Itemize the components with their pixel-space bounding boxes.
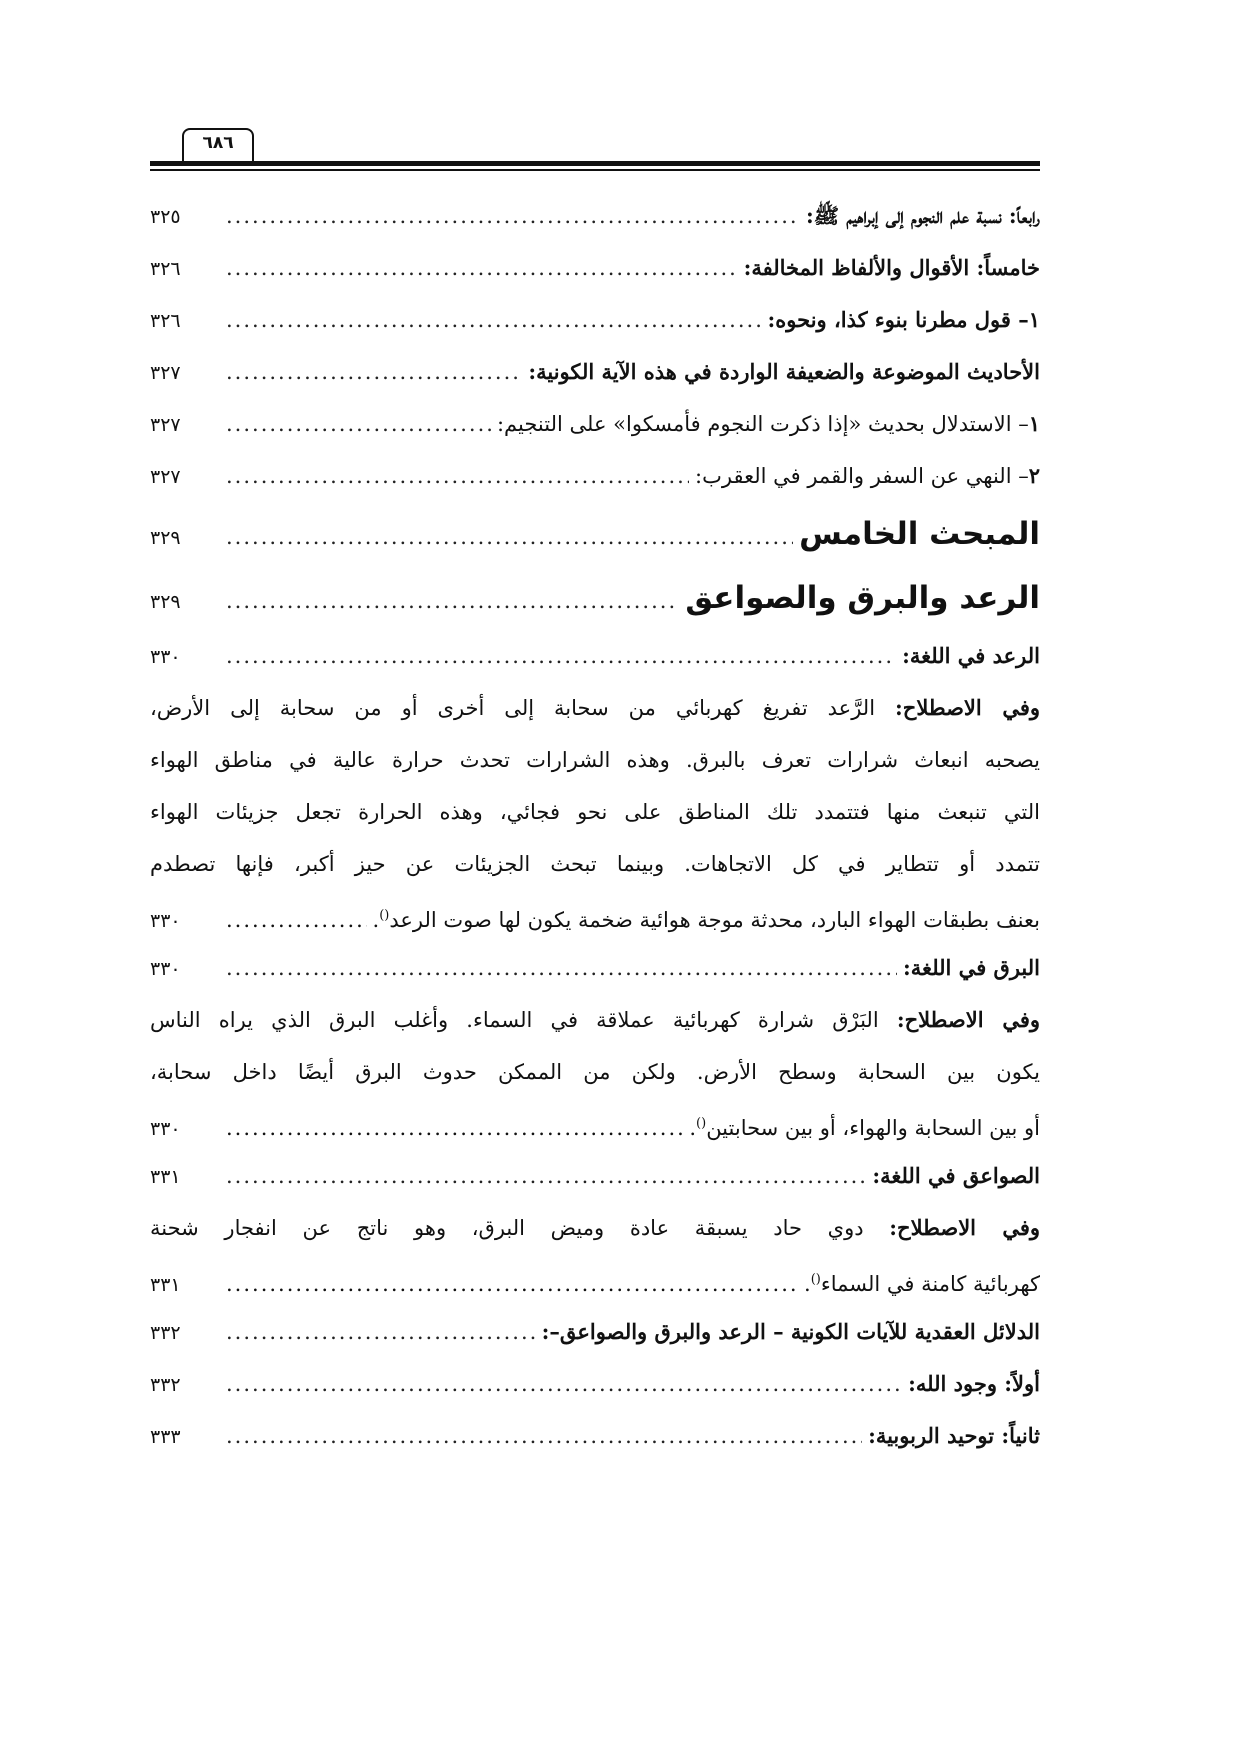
toc-entry-title [497,398,1040,450]
paragraph-line [150,1202,1040,1254]
toc-leader-dots [226,1150,866,1202]
toc-entry-page: ٣٢٦ [150,310,181,332]
header-rule-thick [150,161,1040,166]
paragraph-line: يصحبه انبعاث شرارات تعرف بالبرق. وهذه الشرارات تحدث حرارة عالية في مناطق الهواء [150,748,1040,772]
paragraph-line: التي تنبعث منها فتتمدد تلك المناطق على نحو فجائي، وهذه الحرارة تجعل جزيئات الهواء [150,800,1040,824]
toc-entry-title: الرعد والبرق والصواعق [685,580,1040,616]
toc-leader-dots [226,894,367,946]
toc-leader-dots [226,1258,798,1310]
toc-leader-dots [226,942,897,994]
toc-entry [150,1410,1040,1462]
toc-entry-title: ١– قول مطرنا بنوء كذا، ونحوه: [767,307,1040,332]
toc-leader-dots [226,190,800,242]
toc-entry-page: ٣٣١ [150,1166,181,1188]
toc-entry-title: رابعاً: نسبة علم النجوم إلى إبراهيم ﷺ: [806,203,1040,228]
toc-entry [150,1358,1040,1410]
toc-leader-dots [226,505,793,569]
paragraph-text-end: بعنف بطبقات الهواء البارد، محدثة موجة هوائية ضخمة يكون لها صوت الرعد [389,908,1040,932]
toc-entry [150,630,1040,682]
toc-entry [150,346,1040,398]
footnote-marker: () [696,1116,707,1131]
toc-entry-page: ٣٣٠ [150,646,181,668]
toc-entry-number: ٢ [1028,463,1040,488]
toc-entry-page: ٣٢٧ [150,414,181,436]
toc-leader-dots [226,569,679,633]
page-number-badge: ٦٨٦ [182,128,254,164]
toc-entry-title: الدلائل العقدية للآيات الكونية – الرعد والبرق والصواعق–: [541,1319,1040,1344]
toc-entry-page: ٣٢٧ [150,466,181,488]
toc-entry-page: ٣٣٣ [150,1426,181,1448]
toc-leader-dots [226,630,896,682]
toc-entry-number: ١ [1028,411,1040,436]
toc-entry-page: ٣٢٩ [150,591,181,613]
toc-leader-dots [226,242,738,294]
paragraph-line: تتمدد أو تتطاير في كل الاتجاهات. وبينما تبحث الجزيئات عن حيز أكبر، فإنها تصطدم [150,852,1040,876]
toc-entry [150,1306,1040,1358]
paragraph-last-line [150,1254,1040,1306]
toc-entry-page: ٣٣١ [150,1274,181,1296]
toc-leader-dots [226,398,491,450]
table-of-contents [150,190,1040,1462]
toc-entry-text: – الاستدلال بحديث «إذا ذكرت النجوم فأمسكوا» على التنجيم: [496,412,1029,436]
toc-entry-page: ٣٣٠ [150,1118,181,1140]
toc-paragraph-thunder [150,682,1040,942]
toc-entry-page: ٣٣٠ [150,910,181,932]
toc-entry-title: البرق في اللغة: [903,955,1040,980]
toc-entry-text: – النهي عن السفر والقمر في العقرب: [695,464,1029,488]
toc-section-heading [150,502,1040,566]
toc-entry-title: خامساً: الأقوال والألفاظ المخالفة: [743,255,1040,280]
paragraph-text-end: أو بين السحابة والهواء، أو بين سحابتين [706,1116,1040,1140]
paragraph-text-end: كهربائية كامنة في السماء [820,1272,1040,1296]
toc-entry-page: ٣٢٥ [150,206,181,228]
toc-leader-dots [226,1410,862,1462]
toc-entry [150,942,1040,994]
toc-leader-dots [226,1358,902,1410]
toc-section-heading [150,566,1040,630]
toc-leader-dots [226,346,522,398]
toc-entry-title: الأحاديث الموضوعة والضعيفة الواردة في هذه الآية الكونية: [528,359,1040,384]
paragraph-line [150,994,1040,1046]
header-rule-thin [150,169,1040,171]
paragraph-last-line [150,890,1040,942]
page-header [150,128,1040,174]
paragraph-lead: وفي الاصطلاح: [889,1215,1041,1240]
paragraph-text: كهربائية كامنة في السماء(). [804,1272,1040,1296]
toc-entry-page: ٣٣٠ [150,958,181,980]
toc-entry [150,190,1040,242]
toc-entry-title [695,450,1040,502]
paragraph-text: دوي حاد يسبقة عادة وميض البرق، وهو ناتج عن انفجار شحنة [150,1216,864,1240]
paragraph-text: أو بين السحابة والهواء، أو بين سحابتين(). [689,1116,1040,1140]
toc-entry-page: ٣٣٢ [150,1322,181,1344]
toc-leader-dots [226,1102,683,1154]
toc-entry-page: ٣٢٩ [150,527,181,549]
paragraph-text: البَرْق شرارة كهربائية عملاقة في السماء. وأغلب البرق الذي يراه الناس [150,1008,879,1032]
paragraph-lead: وفي الاصطلاح: [895,695,1041,720]
toc-entry-title: ثانياً: توحيد الربوبية: [868,1423,1040,1448]
paragraph-text: الرَّعد تفريغ كهربائي من سحابة إلى أخرى أو من سحابة إلى الأرض، [150,696,876,720]
toc-entry [150,450,1040,502]
toc-leader-dots [226,1306,536,1358]
toc-entry [150,398,1040,450]
toc-entry-page: ٣٢٧ [150,362,181,384]
toc-paragraph-thunderbolts [150,1202,1040,1306]
toc-entry-title: المبحث الخامس [799,516,1040,552]
toc-entry-title: الصواعق في اللغة: [872,1163,1040,1188]
paragraph-line: يكون بين السحابة وسطح الأرض. ولكن من الممكن حدوث البرق أيضًا داخل سحابة، [150,1060,1040,1084]
footnote-marker: () [810,1272,821,1287]
paragraph-line [150,682,1040,734]
toc-entry [150,294,1040,346]
toc-entry [150,242,1040,294]
toc-leader-dots [226,450,689,502]
toc-entry-page: ٣٢٦ [150,258,181,280]
paragraph-text: بعنف بطبقات الهواء البارد، محدثة موجة هوائية ضخمة يكون لها صوت الرعد(). [372,908,1040,932]
paragraph-last-line [150,1098,1040,1150]
toc-entry-title: الرعد في اللغة: [902,643,1040,668]
toc-leader-dots [226,294,762,346]
toc-paragraph-lightning [150,994,1040,1150]
paragraph-lead: وفي الاصطلاح: [896,1007,1041,1032]
toc-entry [150,1150,1040,1202]
footnote-marker: () [379,908,390,923]
toc-entry-page: ٣٣٢ [150,1374,181,1396]
toc-entry-title: أولاً: وجود الله: [908,1371,1040,1396]
